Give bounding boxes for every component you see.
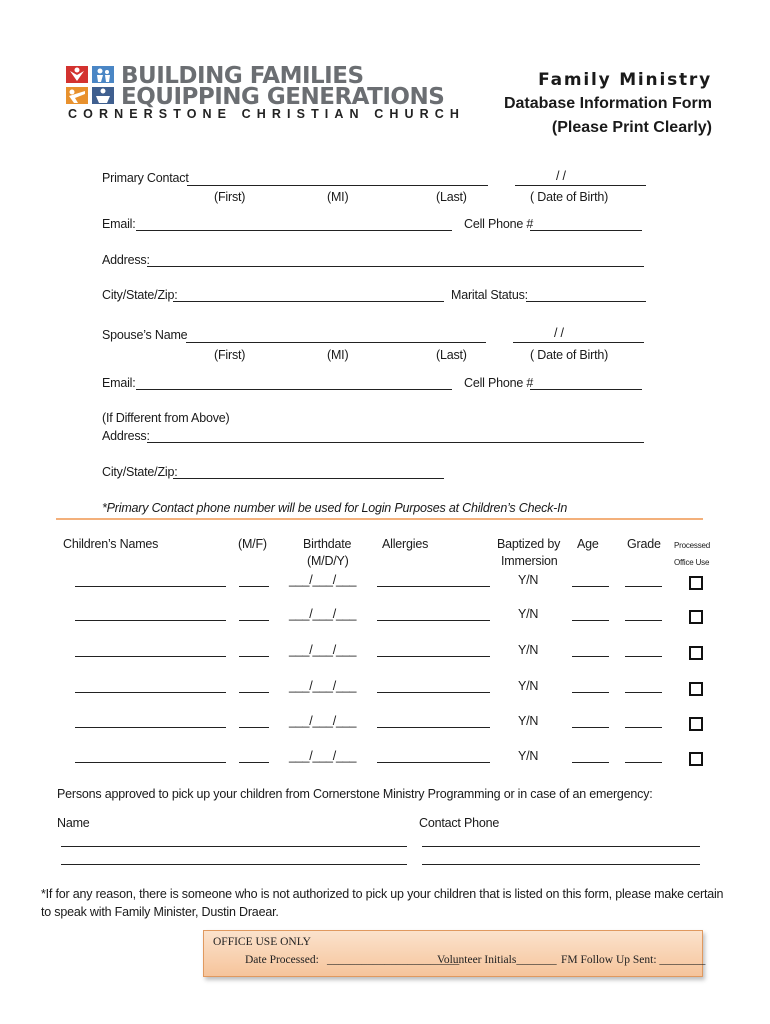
primary-name-field[interactable] (187, 185, 488, 186)
pickup-instructions: Persons approved to pick up your children from Cornerstone Ministry Programming or in case of an emergency: (57, 787, 653, 801)
primary-dob-slashes: / / (556, 169, 566, 183)
child-grade-field[interactable] (625, 656, 662, 657)
office-use-box (203, 930, 706, 977)
form-subtitle: Database Information Form (503, 95, 712, 112)
date-processed-field[interactable]: _______________________ (327, 954, 460, 966)
pickup-name-field-1[interactable] (61, 846, 407, 847)
section-divider (56, 518, 703, 520)
office-use-header: Office Use (674, 558, 710, 567)
child-baptized-yn[interactable]: Y/N (518, 643, 539, 657)
processed-checkbox[interactable] (689, 717, 703, 731)
logo-line-1: BUILDING FAMILIES (121, 63, 364, 89)
form-title: Family Ministry (538, 70, 712, 90)
child-baptized-yn[interactable]: Y/N (518, 607, 539, 621)
child-mf-field[interactable] (239, 656, 269, 657)
child-age-field[interactable] (572, 692, 609, 693)
marital-status-label: Marital Status: (451, 288, 528, 302)
primary-cell-field[interactable] (530, 230, 642, 231)
blue-figure-icon (92, 66, 114, 83)
spouse-email-field[interactable] (136, 389, 452, 390)
primary-city-label: City/State/Zip: (102, 288, 178, 302)
pickup-name-field-2[interactable] (61, 864, 407, 865)
church-logo (66, 66, 118, 106)
baptized-header: Baptized by (497, 537, 561, 551)
children-names-header: Children’s Names (63, 537, 159, 551)
primary-dob-hint: ( Date of Birth) (530, 190, 609, 204)
child-mf-field[interactable] (239, 692, 269, 693)
spouse-cell-label: Cell Phone # (464, 376, 534, 390)
child-grade-field[interactable] (625, 586, 662, 587)
primary-last-hint: (Last) (436, 190, 467, 204)
spouse-cell-field[interactable] (530, 389, 642, 390)
child-name-field[interactable] (75, 692, 226, 693)
login-note: *Primary Contact phone number will be used for Login Purposes at Children’s Check-In (102, 501, 568, 515)
grade-header: Grade (627, 537, 661, 551)
child-baptized-yn[interactable]: Y/N (518, 573, 539, 587)
orange-figure-icon (66, 87, 88, 104)
spouse-city-field[interactable] (173, 478, 444, 479)
spouse-address-label: Address: (102, 429, 150, 443)
processed-checkbox[interactable] (689, 610, 703, 624)
volunteer-initials-field[interactable]: Volunteer Initials_______ (437, 954, 557, 966)
mf-header: (M/F) (238, 537, 267, 551)
child-mf-field[interactable] (239, 727, 269, 728)
child-birthdate-field[interactable]: ___/___/___ (289, 643, 357, 657)
primary-contact-label: Primary Contact (102, 171, 189, 185)
child-grade-field[interactable] (625, 727, 662, 728)
office-use-title: OFFICE USE ONLY (213, 936, 311, 948)
child-allergies-field[interactable] (377, 586, 490, 587)
child-allergies-field[interactable] (377, 727, 490, 728)
child-mf-field[interactable] (239, 620, 269, 621)
processed-header: Processed (674, 541, 710, 550)
pickup-phone-field-2[interactable] (422, 864, 700, 865)
primary-city-field[interactable] (173, 301, 444, 302)
spouse-label: Spouse’s Name (102, 328, 188, 342)
child-grade-field[interactable] (625, 692, 662, 693)
spouse-address-field[interactable] (147, 442, 644, 443)
age-header: Age (577, 537, 599, 551)
mdy-header: (M/D/Y) (307, 554, 349, 568)
processed-checkbox[interactable] (689, 576, 703, 590)
child-age-field[interactable] (572, 656, 609, 657)
child-birthdate-field[interactable]: ___/___/___ (289, 607, 357, 621)
child-allergies-field[interactable] (377, 656, 490, 657)
child-name-field[interactable] (75, 656, 226, 657)
spouse-name-field[interactable] (186, 342, 486, 343)
child-birthdate-field[interactable]: ___/___/___ (289, 679, 357, 693)
child-birthdate-field[interactable]: ___/___/___ (289, 573, 357, 587)
allergies-header: Allergies (382, 537, 429, 551)
child-name-field[interactable] (75, 620, 226, 621)
child-name-field[interactable] (75, 727, 226, 728)
child-name-field[interactable] (75, 586, 226, 587)
child-mf-field[interactable] (239, 586, 269, 587)
spouse-dob-slashes: / / (554, 326, 564, 340)
child-birthdate-field[interactable]: ___/___/___ (289, 714, 357, 728)
unauthorized-note-line-1: *If for any reason, there is someone who is not authorized to pick up your children that is listed on this form, please make certain (41, 887, 724, 901)
child-baptized-yn[interactable]: Y/N (518, 679, 539, 693)
spouse-city-label: City/State/Zip: (102, 465, 178, 479)
child-allergies-field[interactable] (377, 692, 490, 693)
spouse-dob-hint: ( Date of Birth) (530, 348, 609, 362)
child-birthdate-field[interactable]: ___/___/___ (289, 749, 357, 763)
child-age-field[interactable] (572, 586, 609, 587)
red-figure-icon (66, 66, 88, 83)
primary-mi-hint: (MI) (327, 190, 349, 204)
child-allergies-field[interactable] (377, 620, 490, 621)
primary-address-label: Address: (102, 253, 150, 267)
primary-first-hint: (First) (214, 190, 246, 204)
pickup-name-header: Name (57, 816, 90, 830)
child-baptized-yn[interactable]: Y/N (518, 749, 539, 763)
primary-dob-field[interactable] (515, 185, 646, 186)
spouse-mi-hint: (MI) (327, 348, 349, 362)
if-different-note: (If Different from Above) (102, 411, 230, 425)
spouse-email-label: Email: (102, 376, 136, 390)
pickup-phone-header: Contact Phone (419, 816, 500, 830)
date-processed-label: Date Processed: (245, 954, 319, 966)
marital-status-field[interactable] (526, 301, 646, 302)
blue-figure-icon-2 (92, 87, 114, 104)
child-grade-field[interactable] (625, 620, 662, 621)
child-name-field[interactable] (75, 762, 226, 763)
fm-follow-up-field[interactable]: FM Follow Up Sent: ________ (561, 954, 706, 966)
child-age-field[interactable] (572, 727, 609, 728)
primary-email-field[interactable] (136, 230, 452, 231)
child-mf-field[interactable] (239, 762, 269, 763)
processed-checkbox[interactable] (689, 682, 703, 696)
primary-address-field[interactable] (147, 266, 644, 267)
pickup-phone-field-1[interactable] (422, 846, 700, 847)
immersion-header: Immersion (501, 554, 558, 568)
primary-email-label: Email: (102, 217, 136, 231)
unauthorized-note-line-2: to speak with Family Minister, Dustin Draear. (41, 905, 279, 919)
logo-line-2: EQUIPPING GENERATIONS (121, 84, 445, 110)
print-clearly-note: (Please Print Clearly) (551, 119, 712, 136)
child-age-field[interactable] (572, 762, 609, 763)
child-baptized-yn[interactable]: Y/N (518, 714, 539, 728)
spouse-first-hint: (First) (214, 348, 246, 362)
child-allergies-field[interactable] (377, 762, 490, 763)
church-name: CORNERSTONE CHRISTIAN CHURCH (68, 107, 465, 121)
spouse-last-hint: (Last) (436, 348, 467, 362)
processed-checkbox[interactable] (689, 646, 703, 660)
spouse-dob-field[interactable] (513, 342, 644, 343)
primary-cell-label: Cell Phone # (464, 217, 534, 231)
processed-checkbox[interactable] (689, 752, 703, 766)
birthdate-header: Birthdate (303, 537, 352, 551)
child-age-field[interactable] (572, 620, 609, 621)
child-grade-field[interactable] (625, 762, 662, 763)
